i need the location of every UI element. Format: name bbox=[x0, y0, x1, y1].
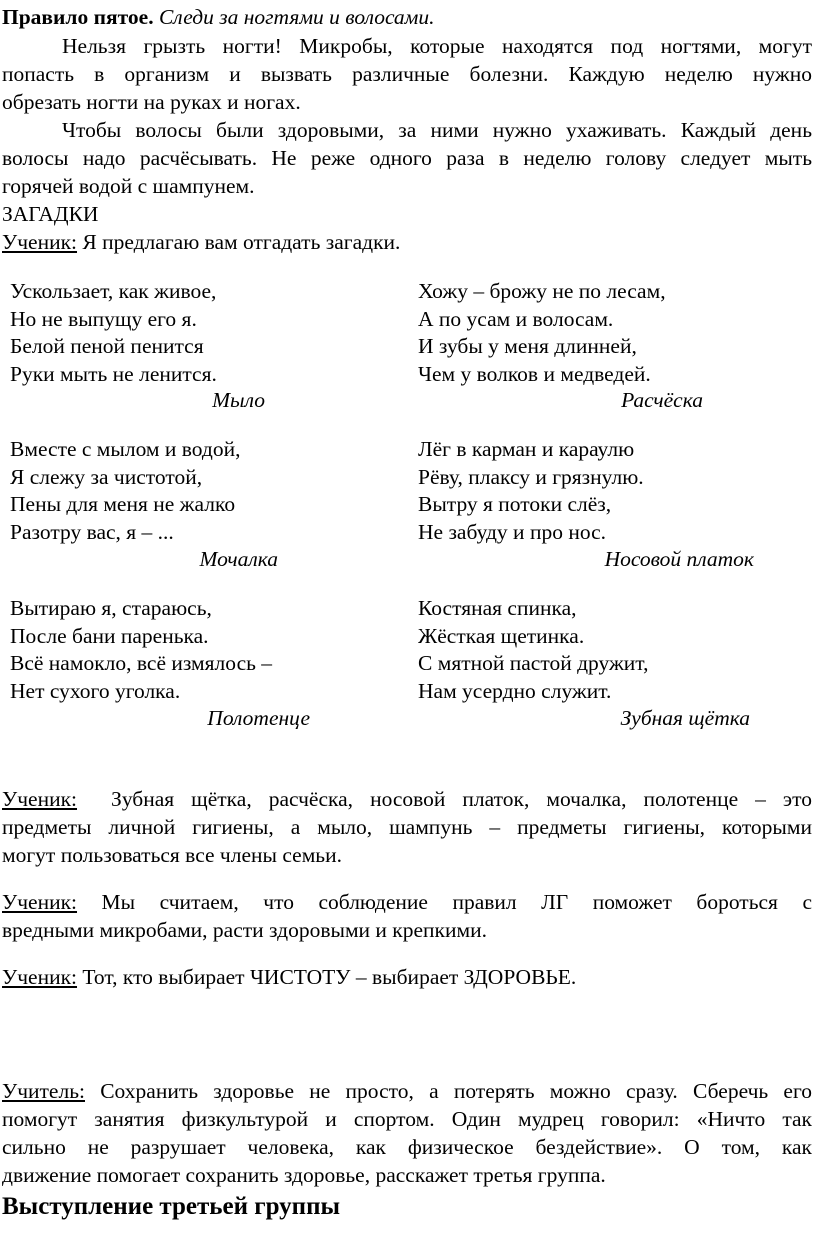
teacher-line: сильно не разрушает человека, как физическое бездействие». О том, как bbox=[2, 1135, 812, 1159]
teacher-line bbox=[2, 1078, 812, 1104]
rule-paragraph-1-line: попасть в организм и вызвать различные болезни. Каждую неделю нужно bbox=[2, 62, 812, 86]
riddle-answer: Расчёска bbox=[621, 388, 703, 412]
riddle-answer: Зубная щётка bbox=[620, 706, 750, 730]
riddle-line: Всё намокло, всё измялось – bbox=[10, 651, 273, 675]
teacher-text: Сохранить здоровье не просто, а потерять можно сразу. Сберечь его bbox=[100, 1079, 812, 1103]
riddle-line: Я слежу за чистотой, bbox=[10, 464, 203, 489]
student-2-text: Мы считаем, что соблюдение правил ЛГ поможет бороться с bbox=[101, 890, 813, 914]
riddle-line: С мятной пастой дружит, bbox=[418, 651, 649, 675]
riddle-5 bbox=[10, 595, 272, 705]
riddle-2 bbox=[418, 278, 666, 388]
student-3-text: Тот, кто выбирает ЧИСТОТУ – выбирает ЗДОРОВЬЕ. bbox=[77, 965, 577, 989]
riddle-line: Белой пеной пенится bbox=[10, 334, 204, 358]
riddle-1 bbox=[10, 278, 217, 388]
rule-paragraph-1-line: Нельзя грызть ногти! Микробы, которые находятся под ногтями, могут bbox=[62, 34, 812, 58]
student-1-text: Зубная щётка, расчёска, носовой платок, мочалка, полотенце – это bbox=[111, 787, 812, 811]
riddle-line: Нам усердно служит. bbox=[418, 678, 612, 703]
student-2-line: вредными микробами, расти здоровыми и крепкими. bbox=[2, 918, 487, 942]
speaker-label: Ученик: bbox=[2, 890, 78, 914]
riddle-line: Ускользает, как живое, bbox=[10, 279, 217, 303]
riddle-line: После бани паренька. bbox=[10, 623, 209, 648]
riddle-line: Хожу – брожу не по лесам, bbox=[418, 279, 666, 303]
riddle-3 bbox=[10, 436, 241, 546]
riddle-line: Жёсткая щетинка. bbox=[418, 623, 585, 648]
student-1-line: могут пользоваться все члены семьи. bbox=[2, 843, 342, 867]
riddle-line: Вместе с мылом и водой, bbox=[10, 437, 241, 461]
riddle-answer: Мыло bbox=[212, 388, 265, 412]
riddle-answer: Мочалка bbox=[199, 547, 278, 571]
speaker-label: Ученик: bbox=[2, 965, 78, 989]
riddle-line: Но не выпущу его я. bbox=[10, 306, 197, 331]
student-1-line bbox=[2, 786, 812, 812]
riddle-line: Пены для меня не жалко bbox=[10, 492, 236, 516]
riddle-line: Вытираю я, стараюсь, bbox=[10, 596, 212, 620]
rule-heading bbox=[2, 4, 812, 30]
riddle-line: Чем у волков и медведей. bbox=[418, 361, 651, 386]
speaker-label: Ученик: bbox=[2, 230, 78, 254]
rule-title: Правило пятое. bbox=[2, 5, 154, 29]
student-3-line bbox=[2, 964, 812, 990]
riddle-line: Рёву, плаксу и грязнулю. bbox=[418, 464, 644, 489]
rule-subtitle: Следи за ногтями и волосами. bbox=[158, 5, 435, 29]
intro-line bbox=[2, 229, 812, 255]
riddle-line: И зубы у меня длинней, bbox=[418, 334, 637, 358]
rule-paragraph-2-line: волосы надо расчёсывать. Не реже одного раза в неделю голову следует мыть bbox=[2, 146, 812, 170]
riddle-answer: Полотенце bbox=[207, 706, 310, 730]
riddle-line: Руки мыть не ленится. bbox=[10, 361, 217, 386]
riddle-6 bbox=[418, 595, 648, 705]
speaker-label: Ученик: bbox=[2, 787, 78, 811]
riddle-line: Разотру вас, я – ... bbox=[10, 519, 174, 544]
teacher-line: помогут занятия физкультурой и спортом. Один мудрец говорил: «Ничто так bbox=[2, 1107, 812, 1131]
intro-text: Я предлагаю вам отгадать загадки. bbox=[77, 230, 401, 254]
riddle-line: А по усам и волосам. bbox=[418, 306, 614, 331]
riddle-4 bbox=[418, 436, 644, 546]
rule-paragraph-1-line: обрезать ногти на руках и ногах. bbox=[2, 90, 301, 114]
rule-paragraph-2-line: Чтобы волосы были здоровыми, за ними нужно ухаживать. Каждый день bbox=[62, 118, 812, 142]
riddle-line: Нет сухого уголка. bbox=[10, 678, 181, 703]
student-2-line bbox=[2, 889, 812, 915]
student-1-line: предметы личной гигиены, а мыло, шампунь – предметы гигиены, которыми bbox=[2, 815, 812, 839]
teacher-line: движение помогает сохранить здоровье, расскажет третья группа. bbox=[2, 1163, 606, 1187]
rule-paragraph-2-line: горячей водой с шампунем. bbox=[2, 174, 255, 198]
section-heading: Выступление третьей группы bbox=[2, 1193, 341, 1220]
riddle-line: Вытру я потоки слёз, bbox=[418, 492, 612, 516]
riddles-heading: ЗАГАДКИ bbox=[2, 202, 99, 226]
speaker-label: Учитель: bbox=[2, 1079, 85, 1103]
riddle-answer: Носовой платок bbox=[604, 547, 754, 571]
riddle-line: Костяная спинка, bbox=[418, 596, 577, 620]
riddle-line: Не забуду и про нос. bbox=[418, 519, 607, 544]
riddle-line: Лёг в карман и караулю bbox=[418, 437, 635, 461]
